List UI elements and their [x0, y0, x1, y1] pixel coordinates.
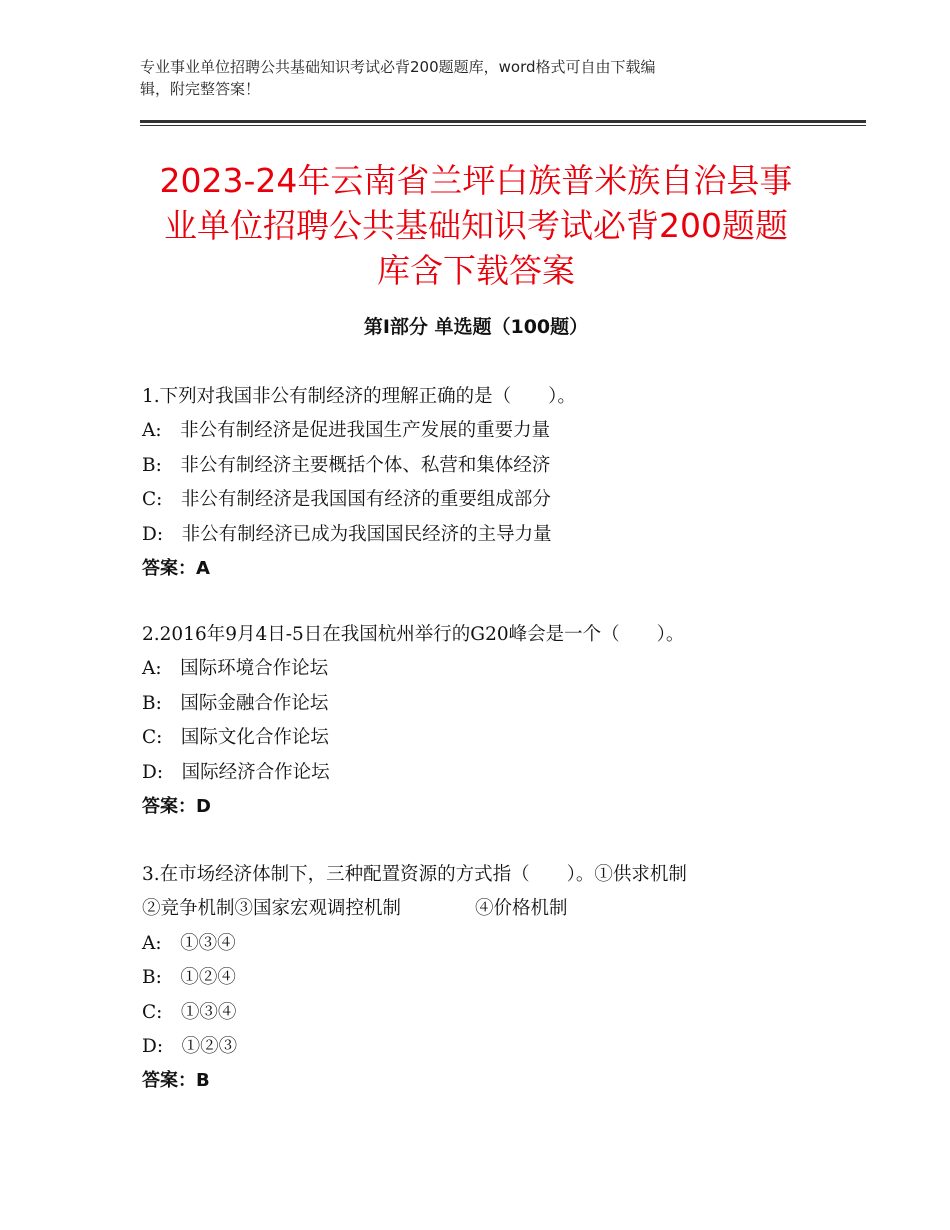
header-note: [140, 56, 790, 100]
option-c: C: ①③④: [142, 1001, 237, 1023]
option-d: D: ①②③: [142, 1036, 238, 1058]
answer: 答案：D: [142, 796, 211, 818]
header-note-line-1: 专业事业单位招聘公共基础知识考试必背200题题库，word格式可自由下载编: [140, 58, 656, 76]
answer: 答案：B: [142, 1070, 210, 1092]
question-2: [142, 618, 822, 824]
question-3: [142, 858, 822, 1099]
title-line-1: 2023-24年云南省兰坪白族普米族自治县事: [159, 161, 793, 200]
option-c: C: 非公有制经济是我国国有经济的重要组成部分: [142, 489, 551, 511]
option-a: A: 非公有制经济是促进我国生产发展的重要力量: [142, 420, 551, 442]
question-stem: 1.下列对我国非公有制经济的理解正确的是（ ）。: [142, 386, 576, 407]
question-stem: 2.2016年9月4日-5日在我国杭州举行的G20峰会是一个（ ）。: [142, 624, 685, 645]
title-line-3: 库含下载答案: [377, 251, 575, 290]
option-c: C: 国际文化合作论坛: [142, 727, 329, 749]
title-line-2: 业单位招聘公共基础知识考试必背200题题: [164, 206, 788, 245]
option-a: A: 国际环境合作论坛: [142, 658, 329, 680]
page-title: [140, 158, 812, 293]
section-heading: 第Ⅰ部分 单选题（100题）: [363, 316, 589, 338]
question-stem-line-1: 3.在市场经济体制下，三种配置资源的方式指（ ）。①供求机制: [142, 864, 687, 885]
option-b: B: 国际金融合作论坛: [142, 692, 329, 714]
question-stem-line-2: ②竞争机制③国家宏观调控机制 ④价格机制: [142, 898, 568, 920]
header-note-line-2: 辑，附完整答案！: [140, 80, 261, 98]
option-d: D: 非公有制经济已成为我国国民经济的主导力量: [142, 523, 552, 545]
header-divider-thin: [140, 125, 866, 126]
option-b: B: 非公有制经济主要概括个体、私营和集体经济: [142, 454, 551, 476]
answer: 答案：A: [142, 558, 210, 580]
question-1: [142, 380, 822, 586]
option-a: A: ①③④: [142, 932, 236, 954]
option-d: D: 国际经济合作论坛: [142, 761, 330, 783]
header-divider-thick: [140, 120, 866, 123]
option-b: B: ①②④: [142, 967, 236, 989]
